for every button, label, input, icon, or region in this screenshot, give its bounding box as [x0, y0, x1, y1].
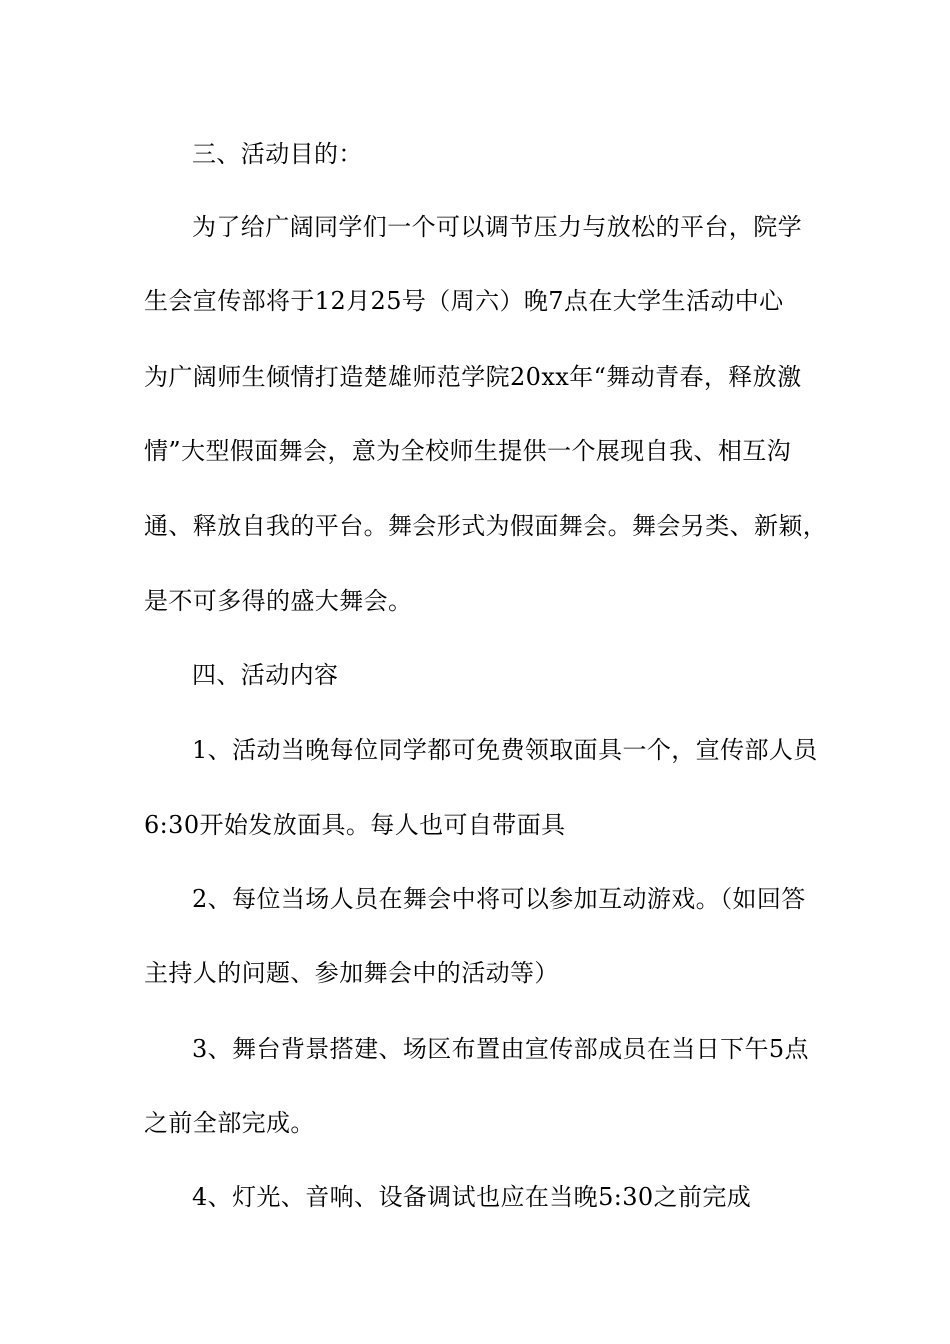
- paragraph-line: 是不可多得的盛大舞会。: [144, 587, 413, 615]
- paragraph-line: 为了给广阔同学们一个可以调节压力与放松的平台，院学: [192, 213, 802, 241]
- list-item-line: 6:30开始发放面具。每人也可自带面具: [144, 811, 566, 839]
- list-item-line: 主持人的问题、参加舞会中的活动等）: [144, 959, 559, 987]
- list-item-line: 1、活动当晚每位同学都可免费领取面具一个，宣传部人员: [192, 736, 818, 764]
- paragraph-line: 生会宣传部将于12月25号（周六）晚7点在大学生活动中心: [144, 287, 784, 315]
- paragraph-line: 为广阔师生倾情打造楚雄师范学院20xx年“舞动青春，释放激: [144, 363, 802, 391]
- list-item-line: 2、每位当场人员在舞会中将可以参加互动游戏。（如回答: [192, 885, 806, 913]
- list-item-line: 4、灯光、音响、设备调试也应在当晚5:30之前完成: [192, 1183, 752, 1211]
- paragraph-line: 通、释放自我的平台。舞会形式为假面舞会。舞会另类、新颖，: [144, 512, 828, 540]
- section-heading-content: 四、活动内容: [192, 661, 339, 689]
- list-item-line: 3、舞台背景搭建、场区布置由宣传部成员在当日下午5点: [192, 1035, 809, 1063]
- paragraph-line: 情”大型假面舞会，意为全校师生提供一个展现自我、相互沟: [144, 437, 792, 465]
- section-heading-purpose: 三、活动目的：: [192, 140, 363, 168]
- list-item-line: 之前全部完成。: [144, 1109, 315, 1137]
